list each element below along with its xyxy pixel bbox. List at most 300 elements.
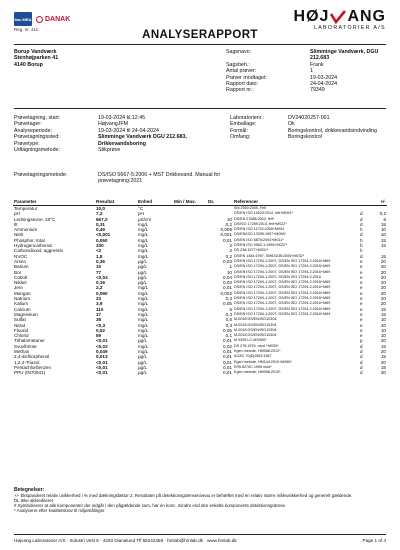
unit-cell: µg/L <box>138 274 148 280</box>
dl-cell: 0,3 <box>225 311 232 317</box>
uncertainty-cell: 20 <box>380 290 386 296</box>
flag-cell: e <box>360 301 363 307</box>
parameter-cell: Ilt <box>14 221 18 227</box>
lab-value: DV24020257-001 <box>288 115 330 121</box>
uncertainty-cell: 15 <box>380 237 386 243</box>
reference-cell: DS/EN ISO 11732:2005+M004 <box>234 227 285 232</box>
sample-label: Prøvetype: <box>14 140 40 147</box>
accreditation-logos <box>14 12 70 26</box>
dl-cell: 0,03 <box>223 280 232 286</box>
dl-cell: 5 <box>229 306 232 312</box>
result-cell: 38 <box>96 317 102 323</box>
parameter-cell: Nikkel <box>14 280 27 286</box>
notes-section <box>14 488 386 513</box>
lab-info <box>230 115 386 141</box>
flag-cell: e <box>360 322 363 328</box>
result-cell: <0,02 <box>96 343 108 349</box>
dl-cell: 0,1 <box>225 333 232 339</box>
reference-cell: DS 236:1977+M031* <box>234 248 269 253</box>
dl-cell: 0,05 <box>223 327 232 333</box>
unit-cell: mg/L <box>138 227 149 233</box>
reference-cell: EPA 8270C 1996 mod* <box>234 364 272 369</box>
parameter-cell: PPU (IN70941) <box>14 370 46 376</box>
dl-cell: 0,01 <box>223 237 232 243</box>
reference-cell: M-0018 DS/EN/ISO10304 <box>234 317 277 322</box>
flag-cell: h <box>360 227 363 233</box>
parameter-cell: Jern <box>14 285 23 291</box>
uncertainty-cell: 15 <box>380 253 386 259</box>
reference-cell: DS/EN 27888:2003, felt* <box>234 216 275 221</box>
parameter-cell: Arsen <box>14 258 27 264</box>
result-cell: <2 <box>96 248 102 254</box>
unit-cell: mg/L <box>138 327 149 333</box>
note-line: # Symboliserer at alle komponenter der indgår i den pågældende sum, har en konc. mindre end den enkelte komponents detektionsgrænse. <box>14 503 287 508</box>
minmax-cell <box>173 370 207 375</box>
dl-cell: 2 <box>229 248 232 254</box>
flag-cell: e <box>360 333 363 339</box>
lab-label: Emballage: <box>230 121 257 128</box>
uncertainty-cell: 15 <box>380 364 386 370</box>
flag-cell: e <box>360 296 363 302</box>
result-cell: 23 <box>96 296 102 302</box>
sample-label: Udtagningsmetode: <box>14 147 60 154</box>
result-cell: 110 <box>96 306 104 312</box>
uncertainty-cell: 10 <box>380 227 386 233</box>
uncertainty-cell: 6 <box>383 216 386 222</box>
reference-cell: DS/EN ISO 17294-1:2007, DS/EN ISO 17294-2:2016+M69 <box>234 285 331 290</box>
parameter-cell: Sulfat <box>14 317 26 323</box>
note-line: * Analyseret efter kvalitetskrav til miljømålinger <box>14 508 105 513</box>
results-table-container <box>13 199 387 376</box>
dl-cell: 0,002 <box>220 290 232 296</box>
uncertainty-cell: 10 <box>380 327 386 333</box>
uncertainty-cell: 18 <box>380 221 386 227</box>
uncertainty-cell: 20 <box>380 296 386 302</box>
dl-cell: 0,04 <box>223 274 232 280</box>
lab-label: Laboratorienr.: <box>230 115 265 121</box>
flag-cell: e <box>360 280 363 286</box>
result-cell: <0,3 <box>96 322 106 328</box>
title-divider <box>14 44 386 45</box>
parameter-cell: Ammonium <box>14 227 38 233</box>
unit-cell: mg/L <box>138 333 149 339</box>
results-table <box>13 199 387 376</box>
result-cell: 0,52 <box>96 327 105 333</box>
dl-cell: 0,02 <box>223 343 232 349</box>
footer-company: Højvang Laboratorier A/S · Industri Vest 8 · 4293 Dianalund Tlf 58242458 · hmlab@hmlab.dk · www.hmlab.dk <box>14 538 237 543</box>
sample-value: Slimminge Vandværk DGU 212.683, <box>98 134 187 141</box>
dl-cell: 10 <box>226 269 232 275</box>
dl-cell: 10 <box>226 216 232 222</box>
case-label: Rapport nr.: <box>226 87 254 94</box>
note-line: DL Ikke akkrediteret <box>14 498 53 503</box>
parameter-cell: Nitrit <box>14 232 24 238</box>
dl-cell: 0,01 <box>223 354 232 360</box>
unit-cell: µg/L <box>138 269 148 275</box>
case-info <box>226 49 386 94</box>
uncertainty-cell: 10 <box>380 232 386 238</box>
parameter-cell: Calcium <box>14 306 31 312</box>
flag-cell: e <box>360 317 363 323</box>
uncertainty-cell: 30 <box>380 370 386 376</box>
result-cell: 0,050 <box>96 237 108 243</box>
dl-cell: 2 <box>229 243 232 249</box>
lab-info-grid <box>230 115 386 141</box>
result-cell: <0,01 <box>96 359 108 365</box>
reference-cell: DS 278:1976, mod +M030* <box>234 343 279 348</box>
dl-cell: 0,005 <box>220 227 232 233</box>
flag-cell: h <box>360 237 363 243</box>
reference-cell: DS/ISO 17289:2014, felt+M022* <box>234 221 287 226</box>
unit-cell: µg/L <box>138 280 148 286</box>
parameter-cell: Chlorid <box>14 333 29 339</box>
parameter-cell: Hydrogencarbonat <box>14 243 52 249</box>
dl-cell: 0,3 <box>225 296 232 302</box>
case-label: Rapport dato: <box>226 81 259 88</box>
reference-cell: AOAC 70(6)1063:1987 <box>234 354 272 359</box>
unit-cell: °C <box>138 206 144 211</box>
case-value: 19-03-2024 <box>310 74 338 81</box>
case-label: Prøver modtaget: <box>226 74 267 81</box>
lab-value: Boringskontrol, drikkevandsindvinding <box>288 127 377 134</box>
reference-cell: DS/EN 1484:1997, SM5310B:2005+M032* <box>234 253 305 258</box>
unit-cell: mg/L <box>138 306 149 312</box>
reference-cell: M-0018 DS/EN/ISO10304 <box>234 327 277 332</box>
column-header: +/- <box>369 199 387 206</box>
unit-cell: µg/L <box>138 338 148 344</box>
result-cell: 0,19 <box>96 280 105 286</box>
reference-cell: DS/EN ISO 17294-1:2007, DS/EN ISO 17294-2:2016+M69 <box>234 296 331 301</box>
flag-cell: d <box>360 232 363 238</box>
parameter-cell: Nitrat <box>14 322 25 328</box>
result-cell: 0,31 <box>96 221 105 227</box>
unit-cell: mg/L <box>138 311 149 317</box>
checkmark-icon <box>330 10 346 24</box>
column-header: DL <box>207 199 233 206</box>
reference-cell: DS/EN ISO 17294-1:2007, DS/EN ISO 17294-2:2016+M69 <box>234 311 331 316</box>
dl-cell: 0,01 <box>223 349 232 355</box>
flag-cell: e <box>360 264 363 270</box>
flag-cell: d <box>360 354 363 360</box>
unit-cell: mg/L <box>138 296 149 302</box>
notes-title: Betegnelser: <box>14 487 45 493</box>
parameter-cell: NVOC <box>14 253 28 259</box>
uncertainty-cell: 15 <box>380 354 386 360</box>
unit-cell: mg/L <box>138 237 149 243</box>
flag-cell: e <box>360 274 363 280</box>
sampling-method <box>14 172 386 185</box>
uncertainty-cell: 20 <box>380 359 386 365</box>
dl-cell: 0,05 <box>223 301 232 307</box>
column-header: Parameter <box>13 199 95 206</box>
result-cell: 7,2 <box>96 211 103 217</box>
unit-cell: mg/L <box>138 232 149 238</box>
result-cell: 10,0 <box>96 206 105 211</box>
unit-cell: mg/L <box>138 343 149 349</box>
reference-cell: Egen metode, HM088:2012* <box>234 349 281 354</box>
uncertainty-cell: 20 <box>380 264 386 270</box>
sample-value: 19-03-2024 til 24-04-2024 <box>98 127 159 134</box>
reference-cell: DS/EN/ISO 13395:1997+M006* <box>234 232 286 237</box>
uncertainty-cell: 30 <box>380 338 386 344</box>
dl-cell: 0,3 <box>225 322 232 328</box>
result-cell: 0,013 <box>96 354 108 360</box>
reference-cell: Egen metode, HM144:2019+M065* <box>234 359 292 364</box>
uncertainty-cell: 20 <box>380 269 386 275</box>
dl-cell: 0,2 <box>225 221 232 227</box>
reference-cell: DS/EN ISO 9963-1:1996+M037* <box>234 243 288 248</box>
lab-value: Ok <box>288 121 295 128</box>
parameter-cell: Fluorid <box>14 327 29 333</box>
reference-cell: DS/EN ISO 17294-1:2007, DS/EN ISO 17294-2:2016+M69 <box>234 301 331 306</box>
uncertainty-cell: 0,2 <box>379 211 386 217</box>
reference-cell: DS/EN ISO 6878:2004+M011* <box>234 237 284 242</box>
unit-cell: mg/L <box>138 301 149 307</box>
dl-cell: 0,01 <box>223 359 232 365</box>
footer-divider <box>14 534 386 535</box>
note-line: +/- Ekspanderet relativ usikkerhed i % med dækningsfaktor 2. Resultater på detektionsgrænseniveau er behæftet med en relativ større måleusikkerhed og generelt gældende. <box>14 493 353 498</box>
unit-cell: mg/L <box>138 322 149 328</box>
parameter-cell: Pentachlorbenzen <box>14 364 52 370</box>
dl-cell: 0,01 <box>223 285 232 291</box>
unit-cell: µg/L <box>138 354 148 360</box>
uncertainty-cell: 15 <box>380 243 386 249</box>
sample-value: Stikprøve <box>98 147 121 154</box>
reference-cell: SM 2550:2005, Felt <box>234 206 267 210</box>
flag-cell: e <box>360 306 363 312</box>
reference-cell: M 0399 LC-MS/MS* <box>234 338 267 343</box>
result-cell: 59 <box>96 333 102 339</box>
result-cell: 10 <box>96 264 102 270</box>
flag-cell: d <box>360 349 363 355</box>
uncertainty-cell: 20 <box>380 258 386 264</box>
unit-cell: pH <box>138 211 144 217</box>
sample-label: Analyseperiode: <box>14 127 52 134</box>
table-body <box>13 206 387 376</box>
flag-cell: d <box>360 364 363 370</box>
danak-logo <box>36 16 70 23</box>
uncertainty-cell: 20 <box>380 349 386 355</box>
dl-cell: 0,001 <box>220 232 232 238</box>
dl-cell: 0,5 <box>225 317 232 323</box>
parameter-cell: Bor <box>14 269 22 275</box>
reference-cell: DS/EN ISO 17294-1:2007, DS/EN ISO 17294-2:2016+M69 <box>234 290 331 295</box>
lab-label: Formål: <box>230 127 248 134</box>
uncertainty-cell: 10 <box>380 322 386 328</box>
dl-cell: 0,03 <box>223 258 232 264</box>
flag-cell: e <box>360 327 363 333</box>
flag-cell: p <box>360 338 363 344</box>
uncertainty-cell: 15 <box>380 343 386 349</box>
uncertainty-cell: 20 <box>380 285 386 291</box>
reference-cell: DS/EN ISO 17294-1:2007, DS/EN ISO 17294-2:2016+M69 <box>234 280 331 285</box>
method-value: DS/ISO 5667-5:2006 + MST Drikkevand. Manual for prøvetagning:2021 <box>98 172 221 185</box>
reference-cell: DS/EN ISO 17294-1:2007, DS/EN ISO 17294-2:2016+M69 <box>234 264 331 269</box>
unit-cell: mg/L <box>138 290 149 296</box>
parameter-cell: Mangan <box>14 290 31 296</box>
brand-name-left: HØJ <box>293 8 330 25</box>
sample-label: Prøvetager: <box>14 121 42 128</box>
hojvang-logo <box>294 8 386 31</box>
reference-cell: DS/EN ISO 17294-1:2007, DS/EN ISO 17294-2:2016+M69 <box>234 269 331 274</box>
case-label: Sagsbeh.: <box>226 61 250 68</box>
result-cell: 17 <box>96 311 102 317</box>
uncertainty-cell: 10 <box>380 333 386 339</box>
reference-cell: DS/EN ISO 17294-1:2007, DS/EN ISO 17294-2:2016 <box>234 274 321 279</box>
case-value: 1 <box>310 68 313 75</box>
flag-cell: e <box>360 311 363 317</box>
result-cell: 77 <box>96 269 102 275</box>
parameter-cell: Cobolt <box>14 274 28 280</box>
parameter-cell: Phosphor, total <box>14 237 45 243</box>
case-value: 24-04-2024 <box>310 81 338 88</box>
danak-logo-text: DANAK <box>45 15 71 23</box>
unit-cell: mg/L <box>138 317 149 323</box>
uncertainty-cell: 15 <box>380 311 386 317</box>
uncertainty-cell: 20 <box>380 301 386 307</box>
brand-name-right: ANG <box>347 8 386 25</box>
sample-info-grid <box>14 115 229 153</box>
unit-cell: µg/L <box>138 359 148 365</box>
result-cell: 0,36 <box>96 258 105 264</box>
table-row <box>13 370 387 375</box>
result-cell: 1,8 <box>96 253 103 259</box>
flag-cell: h <box>360 243 363 249</box>
parameter-cell: Trihalometaner <box>14 338 45 344</box>
parameter-cell: Carbondioxid, aggressiv <box>14 248 64 254</box>
flag-cell: d <box>360 343 363 349</box>
dl-cell: 0,2 <box>225 253 232 259</box>
parameter-cell: Barium <box>14 264 29 270</box>
recipient-address <box>14 49 58 68</box>
column-header: Referencer <box>233 199 359 206</box>
parameter-cell: Ledningsevne, 20°C <box>14 216 56 222</box>
unit-cell: µg/L <box>138 370 148 376</box>
flag-cell: e <box>360 285 363 291</box>
column-header: Resultat <box>95 199 137 206</box>
dl-cell: 0,01 <box>223 364 232 370</box>
unit-cell: mg/L <box>138 253 149 259</box>
parameter-cell: Temperatur <box>14 206 38 211</box>
column-header: Enhed <box>137 199 173 206</box>
result-cell: <0,01 <box>96 364 108 370</box>
ilac-logo-text: ilac-MRA <box>14 16 32 22</box>
unit-cell: µg/L <box>138 264 148 270</box>
parameter-cell: Methan <box>14 349 30 355</box>
sample-value: HøjvangJFM <box>98 121 129 128</box>
sample-info <box>14 115 229 153</box>
parameter-cell: Svovlbrinte <box>14 343 37 349</box>
reference-cell: M-0018 DS/EN/ISO10304 <box>234 333 277 338</box>
reference-cell: Egen metode, HM056:2019* <box>234 370 281 375</box>
result-cell: 3,9 <box>96 301 103 307</box>
parameter-cell: Kalium <box>14 301 29 307</box>
sample-label: Prøvetagningssted: <box>14 134 60 141</box>
result-cell: <0,01 <box>96 370 108 376</box>
dl-cell: 1 <box>229 264 232 270</box>
brand-subtitle: LABORATORIER A/S <box>313 25 386 31</box>
case-label: Antal prøver: <box>226 68 257 75</box>
parameter-cell: Natrium <box>14 296 31 302</box>
result-cell: <0,001 <box>96 232 111 238</box>
sample-value: 19-03-2024 kl.12:45 <box>98 115 146 121</box>
unit-cell: mg/L <box>138 248 149 254</box>
sample-value: Drikkevandsboring <box>98 140 146 147</box>
uncertainty-cell: 20 <box>380 274 386 280</box>
page-number: Page 1 of 4 <box>362 538 386 543</box>
address-line: Stenhøjparken 41 <box>14 55 59 62</box>
unit-cell: µg/L <box>138 258 148 264</box>
result-cell: 330 <box>96 243 104 249</box>
unit-cell: µg/L <box>138 364 148 370</box>
dl-cell: 0,01 <box>223 338 232 344</box>
dl-cell: 0,01 <box>223 370 232 376</box>
column-header: Min / Max. <box>173 199 207 206</box>
result-cell: 0,049 <box>96 349 108 355</box>
result-cell: 0,090 <box>96 290 108 296</box>
result-cell: 667,0 <box>96 216 108 222</box>
address-line: 4140 Borup <box>14 61 43 68</box>
flag-cell: e <box>360 269 363 275</box>
result-cell: 2,2 <box>96 285 103 291</box>
parameter-cell: Magnesium <box>14 311 38 317</box>
flag-cell: d <box>360 253 363 259</box>
uncertainty-cell: 10 <box>380 317 386 323</box>
result-cell: <0,04 <box>96 274 108 280</box>
method-label: Prøvetagningsmetode: <box>14 172 68 178</box>
case-label: Sagsnavn: <box>226 49 252 55</box>
flag-cell: e <box>360 258 363 264</box>
reference-cell: DS/EN ISO 17294-1:2007, DS/EN ISO 17294-2:2016+M69 <box>234 258 331 263</box>
parameter-cell: 1,2,4-Triazol <box>14 359 40 365</box>
danak-emblem-icon <box>36 16 43 23</box>
reference-cell: DS/EN ISO 10523:2012, felt+M051* <box>234 211 293 216</box>
uncertainty-cell: 15 <box>380 306 386 312</box>
ilac-logo <box>14 12 32 26</box>
uncertainty-cell: 20 <box>380 280 386 286</box>
case-value: 79349 <box>310 87 325 94</box>
danak-registration-text: Reg. nr. 411 <box>14 27 39 32</box>
flag-cell: e <box>360 290 363 296</box>
unit-cell: mg/L <box>138 243 149 249</box>
page-title: ANALYSERAPPORT <box>142 29 258 41</box>
unit-cell: mg/L <box>138 349 149 355</box>
sample-label: Prøvetagning, start: <box>14 115 61 121</box>
unit-cell: µS/cm <box>138 216 152 222</box>
reference-cell: M-0018 DS/EN/ISO10304 <box>234 322 277 327</box>
result-cell: 0,49 <box>96 227 105 233</box>
flag-cell: d <box>360 221 363 227</box>
unit-cell: mg/L <box>138 285 149 291</box>
lab-label: Omfang: <box>230 134 251 141</box>
case-value: Slimminge Vandværk, DGU 212.683 <box>310 49 379 62</box>
address-line: Borup Vandværk <box>14 49 57 55</box>
flag-cell: d <box>360 216 363 222</box>
case-value: Frank <box>310 61 324 68</box>
parameter-cell: 2,4-dichlorphenol <box>14 354 50 360</box>
page-footer <box>14 538 386 543</box>
flag-cell: d <box>360 370 363 376</box>
parameter-cell: pH <box>14 211 20 217</box>
result-cell: <0,01 <box>96 338 108 344</box>
case-info-grid <box>226 49 386 94</box>
flag-cell: d <box>360 211 363 217</box>
flag-cell: h <box>360 248 363 254</box>
reference-cell: DS/EN ISO 17294-1:2007, DS/EN ISO 17294-2:2016+M69 <box>234 306 331 311</box>
case-divider <box>14 108 386 109</box>
unit-cell: mg/L <box>138 221 149 227</box>
flag-cell: d <box>360 359 363 365</box>
